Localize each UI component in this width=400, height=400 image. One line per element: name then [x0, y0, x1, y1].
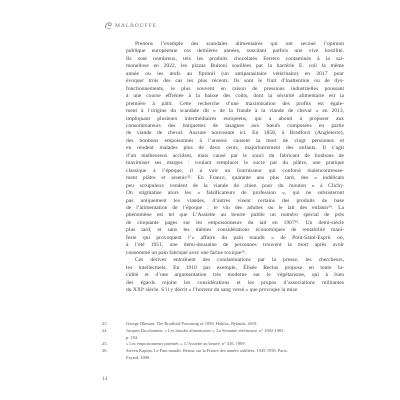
text-line: de l’alimentation de l’époque : le vin des adultes ou le lait des enfants²⁴. La	[126, 204, 344, 211]
text-line: ment à l’origine du scandale dit « de la fraude à la viande de cheval » en 2013,	[126, 108, 344, 115]
text-line: les intellectuels. En 1910 par exemple, Élisée Reclus propose en toute lu-	[126, 264, 344, 271]
text-line: plus tard, et sans les mêmes considérations économiques de rentabilité mani-	[126, 227, 344, 234]
text-line: année ou les œufs au fipronil (un antiparasitaire vétérinaire) en 2017 pour	[126, 70, 344, 77]
text-line: des bonbons empoisonnés à l’arsenic causent la mort de vingt personnes et	[126, 137, 344, 144]
text-line: des égards rejoint les considérations et les propos d’associations militantes	[126, 279, 344, 286]
text-line: cidité et d’une argumentation très moderne sur le végétarisme, qui à bien	[126, 272, 344, 279]
text-line: consommateurs des barquettes de lasagnes aux bœufs composées en partie	[126, 122, 344, 129]
footnotes	[102, 321, 344, 362]
text-line: à une course effrénée à la baisse des coûts, dont la sécurité alimentaire est la	[126, 93, 344, 100]
text-line: en rendent malades plus de deux cents, majoritairement des enfants. Il s’agit	[126, 145, 344, 152]
text-line: à l’été 1951, une demi-douzaine de personnes trouvent la mort après avoir	[126, 242, 344, 249]
text-line: Prenons l’exemple des scandales alimentaires qui ont secoué l’opinion	[135, 41, 344, 47]
text-line: monellose en 2022, les pizzas Buitoni souillées par la bactérie E. coli la même	[126, 63, 344, 70]
text-line: maximiser ses marges : voulant remplacer le sucre par du plâtre, une pratique	[126, 160, 344, 167]
text-line: de viande de cheval. Aucune nouveauté ici. En 1858, à Bradford (Angleterre),	[126, 130, 344, 137]
text-line: ment plâtre et arsenic²³. En France, quarante ans plus tard, des « indélicats	[126, 175, 344, 182]
text-line: feste qui provoquent l’« affaire du pain maudit » de Pont-Saint-Esprit où,	[126, 234, 344, 241]
text-line: pas uniquement les viandes, d’autres visent certains des produits de base	[126, 197, 344, 204]
paragraph-1	[126, 41, 344, 257]
footnote-text: Steven Kaplan, Le Pain maudit. Retour sur la France des années oubliées, 1945-1958, Paris,	[126, 348, 288, 354]
text-line: première à pâtir. Cette recherche d’une maximisation des profits est égale-	[126, 100, 344, 107]
text-line: évoquer trois des cas les plus récents. Ils sont le fruit d’inattention ou de dys-	[126, 78, 344, 85]
paragraph-2	[126, 257, 344, 294]
footnote-number: 25.	[102, 341, 108, 347]
footnote-text: Fayard, 2008.	[126, 354, 151, 360]
text-line: Ces dérives entraînent des condamnations par la presse, les chercheurs,	[135, 257, 344, 264]
text-line: On stigmatise alors les « falsificateurs de profession », qui ne subsisteront	[126, 190, 344, 197]
page-number: 14	[102, 377, 107, 382]
text-line: peu scrupuleux vendent de la viande de chien pour du mouton » à Clichy.	[126, 182, 344, 189]
text-line: d’un malheureux accident, mais causé par le souci du fabricant de bonbons de	[126, 152, 344, 159]
text-line: phénomène est tel que L’Assiette au beurre publie un numéro spécial de près	[126, 212, 344, 219]
footnote-text: « Les empoisonneurs patentés », L’Assiette au beurre, n° 416, 1909.	[126, 341, 246, 347]
text-line: fonctionnements, le plus souvent en raison de pressions industrielles poussant	[126, 85, 344, 92]
running-head-title: MALBOUFFE	[115, 22, 157, 29]
text-line: de cinquante pages sur les empoisonneurs du lait en 1907²⁵. Un demi-siècle	[126, 219, 344, 226]
text-line: Ils sont nombreux, tels les produits chocolatés Ferrero contaminés à la sal-	[126, 55, 344, 62]
text-line: classique à l’époque, il a voir un fournisseur qui confond malencontreuse-	[126, 167, 344, 174]
footnote-number: 24.	[102, 327, 108, 333]
ornament-icon	[104, 21, 113, 30]
body-text	[126, 41, 344, 294]
footnote-number: 26.	[102, 348, 108, 354]
footnote-number: 23.	[102, 321, 108, 326]
footnote-text: George Dhesian, The Bradford Poisoning of 1858, Halifax, Rylands, 2019.	[126, 321, 258, 326]
text-line: consommé un pain fabriqué avec une farine toxique²⁶.	[126, 249, 247, 256]
text-line: publique européenne ces dernières années, suscitant parfois une vive hostilité.	[126, 48, 344, 55]
footnote-text: Jacques Drochamme, « Les fraudes alimentaires », La Semaine vétérinaire, n° 1902-1903,	[126, 327, 285, 333]
text-line: du XXIᵉ siècle. S’il y décrit « l’horreur du sang versé » que provoque la mise	[126, 286, 298, 293]
text-line: impliquant plusieurs intermédiaires européens, qui a abouti à proposer aux	[126, 115, 344, 122]
footnote-text: p. 184.	[126, 334, 139, 340]
running-head	[104, 21, 157, 30]
